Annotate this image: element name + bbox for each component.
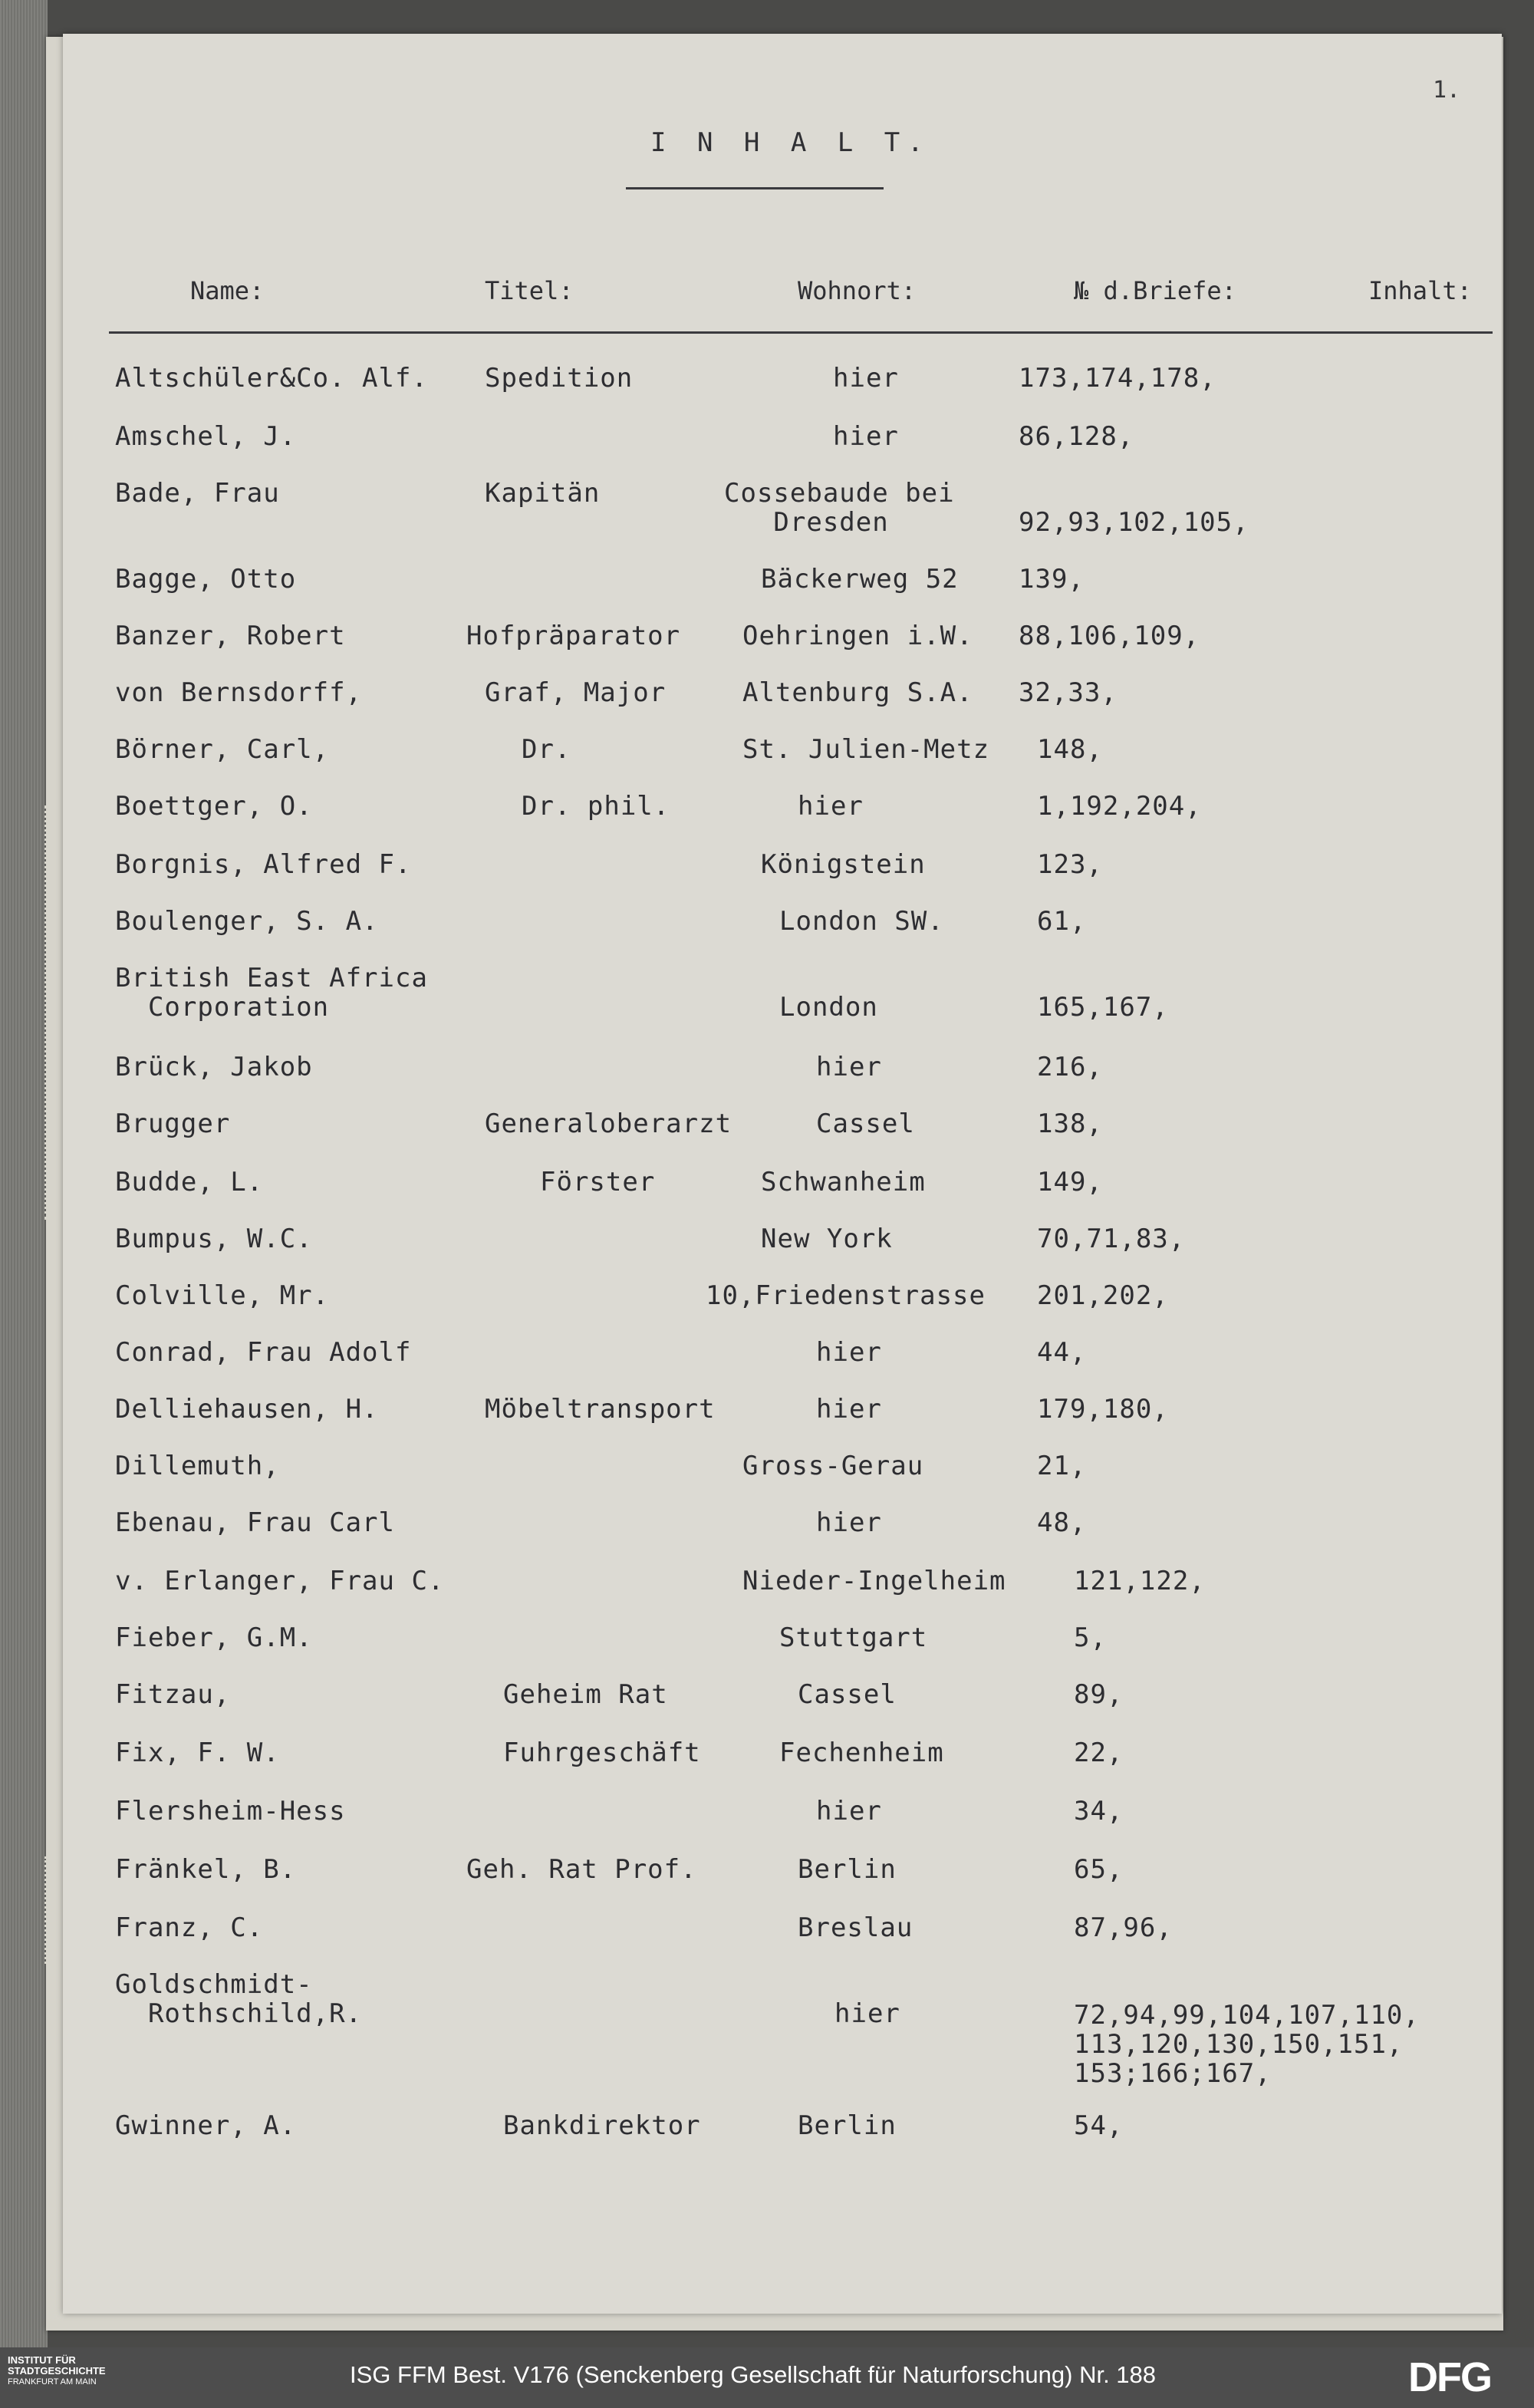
entry-name: Budde, L. xyxy=(115,1167,264,1197)
entry-name: Conrad, Frau Adolf xyxy=(115,1337,412,1368)
page-number: 1. xyxy=(1433,77,1461,104)
entry-name: Amschel, J. xyxy=(115,421,297,452)
archive-caption: ISG FFM Best. V176 (Senckenberg Gesellschaft für Naturforschung) Nr. 188 xyxy=(350,2361,1157,2388)
entry-briefe: 54, xyxy=(1074,2110,1124,2141)
entry-name: Brück, Jakob xyxy=(115,1052,313,1082)
entry-wohnort: hier xyxy=(816,1337,882,1368)
entry-name: Borgnis, Alfred F. xyxy=(115,849,412,880)
entry-briefe: 88,106,109, xyxy=(1019,621,1200,651)
entry-briefe: 89, xyxy=(1074,1679,1124,1710)
entry-briefe: 44, xyxy=(1037,1337,1087,1368)
entry-wohnort: Cossebaude bei Dresden xyxy=(724,478,955,538)
entry-briefe: 87,96, xyxy=(1074,1912,1173,1943)
entry-wohnort: hier xyxy=(833,421,899,452)
entry-titel: Kapitän xyxy=(485,478,601,509)
entry-wohnort: Cassel xyxy=(816,1108,915,1139)
entry-briefe: 22, xyxy=(1074,1738,1124,1768)
entry-briefe: 21, xyxy=(1037,1451,1087,1481)
logo-line: STADTGESCHICHTE xyxy=(8,2365,106,2377)
entry-titel: Hofpräparator xyxy=(466,621,681,651)
entry-wohnort: Stuttgart xyxy=(779,1622,928,1653)
entry-wohnort: hier xyxy=(816,1394,882,1425)
entry-name: Bagge, Otto xyxy=(115,564,297,595)
entry-briefe: 139, xyxy=(1019,564,1085,595)
title-underline xyxy=(626,187,884,189)
entry-titel: Graf, Major xyxy=(485,677,667,708)
entry-titel: Spedition xyxy=(485,363,634,394)
entry-name: Dillemuth, xyxy=(115,1451,280,1481)
dfg-logo: DFG xyxy=(1408,2354,1491,2400)
entry-briefe: 92,93,102,105, xyxy=(1019,507,1249,538)
column-header-titel: Titel: xyxy=(485,276,574,305)
entry-titel: Fuhrgeschäft xyxy=(503,1738,701,1768)
entry-briefe: 121,122, xyxy=(1074,1566,1206,1596)
binding-string xyxy=(44,1856,54,1964)
entry-name: Goldschmidt- Rothschild,R. xyxy=(115,1969,363,2029)
entry-briefe: 86,128, xyxy=(1019,421,1134,452)
column-header-briefe: № d.Briefe: xyxy=(1074,276,1236,305)
entry-name: Börner, Carl, xyxy=(115,734,330,765)
entry-briefe: 65, xyxy=(1074,1854,1124,1885)
entry-titel: Geh. Rat Prof. xyxy=(466,1854,697,1885)
entry-name: Delliehausen, H. xyxy=(115,1394,379,1425)
entry-titel: Dr. xyxy=(522,734,571,765)
entry-name: British East Africa Corporation xyxy=(115,963,428,1023)
entry-name: Bumpus, W.C. xyxy=(115,1224,313,1254)
logo-line: INSTITUT FÜR xyxy=(8,2354,76,2366)
entry-titel: Generaloberarzt xyxy=(485,1108,732,1139)
entry-name: Colville, Mr. xyxy=(115,1280,330,1311)
entry-name: von Bernsdorff, xyxy=(115,677,363,708)
entry-name: Boettger, O. xyxy=(115,791,313,822)
entry-name: Fieber, G.M. xyxy=(115,1622,313,1653)
entry-briefe: 48, xyxy=(1037,1507,1087,1538)
column-header-wohnort: Wohnort: xyxy=(798,276,917,305)
entry-briefe: 149, xyxy=(1037,1167,1103,1197)
column-header-inhalt: Inhalt: xyxy=(1368,276,1472,305)
header-rule xyxy=(109,331,1493,334)
entry-name: Gwinner, A. xyxy=(115,2110,297,2141)
entry-wohnort: Breslau xyxy=(798,1912,913,1943)
entry-name: Altschüler&Co. Alf. xyxy=(115,363,428,394)
entry-briefe: 179,180, xyxy=(1037,1394,1169,1425)
entry-titel: Förster xyxy=(540,1167,656,1197)
entry-titel: Dr. phil. xyxy=(522,791,670,822)
entry-wohnort: hier xyxy=(798,791,864,822)
entry-wohnort: St. Julien-Metz xyxy=(742,734,990,765)
entry-briefe: 173,174,178, xyxy=(1019,363,1216,394)
entry-briefe: 216, xyxy=(1037,1052,1103,1082)
entry-briefe: 72,94,99,104,107,110, 113,120,130,150,151, 153;166;167, xyxy=(1074,2000,1420,2089)
entry-wohnort: Schwanheim xyxy=(761,1167,926,1197)
entry-wohnort: London xyxy=(779,992,878,1023)
entry-wohnort: Bäckerweg 52 xyxy=(761,564,959,595)
binding-edge xyxy=(0,0,48,2347)
entry-name: v. Erlanger, Frau C. xyxy=(115,1566,445,1596)
entry-wohnort: hier xyxy=(816,1507,882,1538)
entry-wohnort: Berlin xyxy=(798,1854,897,1885)
entry-wohnort: hier xyxy=(816,1052,882,1082)
entry-wohnort: 10,Friedenstrasse xyxy=(706,1280,986,1311)
entry-name: Fix, F. W. xyxy=(115,1738,280,1768)
footer-bar xyxy=(0,2347,1534,2408)
entry-name: Fränkel, B. xyxy=(115,1854,297,1885)
entry-briefe: 138, xyxy=(1037,1108,1103,1139)
entry-briefe: 123, xyxy=(1037,849,1103,880)
binding-string xyxy=(44,805,54,1220)
entry-briefe: 32,33, xyxy=(1019,677,1118,708)
entry-briefe: 70,71,83, xyxy=(1037,1224,1186,1254)
column-header-name: Name: xyxy=(190,276,265,305)
entry-wohnort: Fechenheim xyxy=(779,1738,944,1768)
entry-name: Bade, Frau xyxy=(115,478,280,509)
entry-wohnort: New York xyxy=(761,1224,893,1254)
entry-briefe: 165,167, xyxy=(1037,992,1169,1023)
entry-wohnort: Altenburg S.A. xyxy=(742,677,973,708)
entry-name: Brugger xyxy=(115,1108,231,1139)
institute-logo xyxy=(8,2355,130,2387)
entry-briefe: 201,202, xyxy=(1037,1280,1169,1311)
entry-wohnort: Cassel xyxy=(798,1679,897,1710)
entry-wohnort: London SW. xyxy=(779,906,944,937)
entry-name: Boulenger, S. A. xyxy=(115,906,379,937)
entry-briefe: 34, xyxy=(1074,1796,1124,1827)
entry-wohnort: Oehringen i.W. xyxy=(742,621,973,651)
entry-wohnort: hier xyxy=(834,1998,900,2029)
entry-wohnort: Berlin xyxy=(798,2110,897,2141)
entry-briefe: 61, xyxy=(1037,906,1087,937)
entry-wohnort: Königstein xyxy=(761,849,926,880)
entry-name: Flersheim-Hess xyxy=(115,1796,346,1827)
entry-name: Banzer, Robert xyxy=(115,621,346,651)
entry-titel: Möbeltransport xyxy=(485,1394,716,1425)
entry-titel: Bankdirektor xyxy=(503,2110,701,2141)
entry-briefe: 5, xyxy=(1074,1622,1107,1653)
logo-line: FRANKFURT AM MAIN xyxy=(8,2377,97,2387)
entry-briefe: 1,192,204, xyxy=(1037,791,1202,822)
entry-wohnort: Gross-Gerau xyxy=(742,1451,924,1481)
entry-wohnort: hier xyxy=(816,1796,882,1827)
entry-titel: Geheim Rat xyxy=(503,1679,668,1710)
entry-wohnort: hier xyxy=(833,363,899,394)
entry-name: Franz, C. xyxy=(115,1912,264,1943)
entry-briefe: 148, xyxy=(1037,734,1103,765)
entry-name: Fitzau, xyxy=(115,1679,231,1710)
entry-wohnort: Nieder-Ingelheim xyxy=(742,1566,1006,1596)
entry-name: Ebenau, Frau Carl xyxy=(115,1507,395,1538)
document-title: I N H A L T. xyxy=(650,127,931,158)
